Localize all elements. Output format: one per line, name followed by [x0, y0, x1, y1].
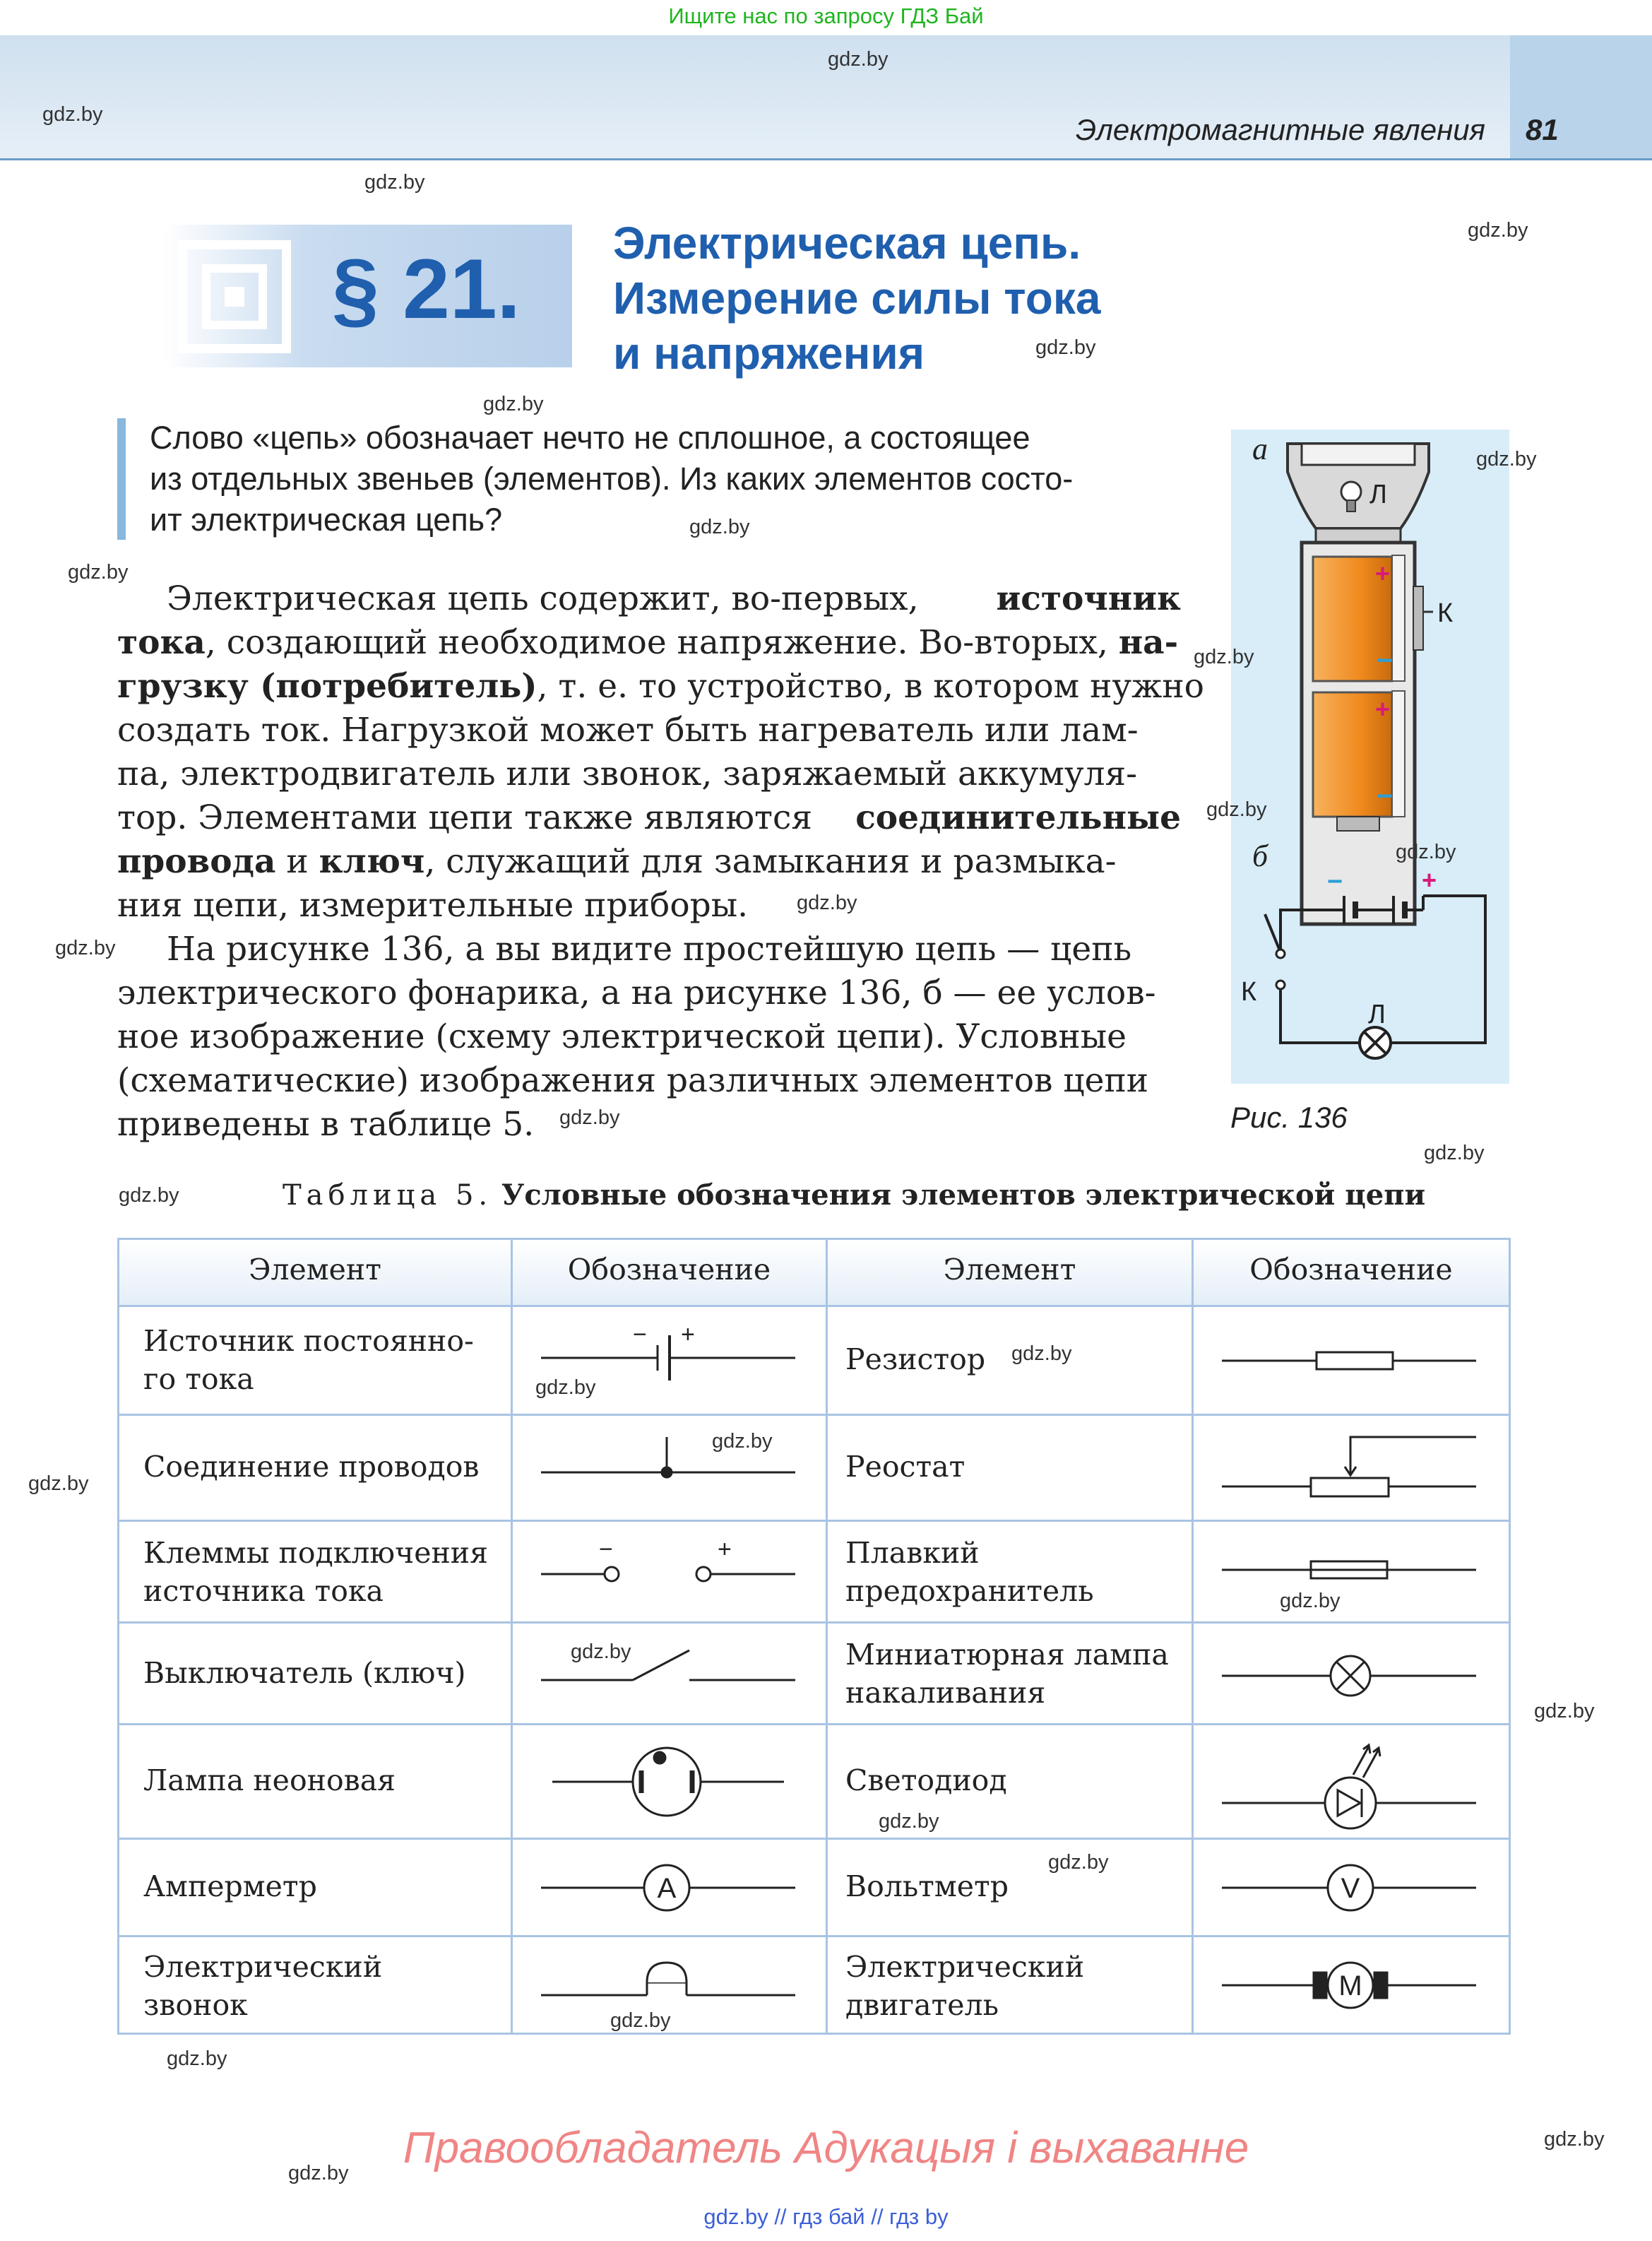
figure-label-b: б [1252, 839, 1268, 873]
watermark: gdz.by [1280, 1590, 1341, 1612]
copyright-notice: Правообладатель Адукацыя і выхаванне [403, 2124, 1249, 2172]
neon-lamp-symbol [513, 1725, 826, 1838]
watermark: gdz.by [483, 393, 544, 415]
element-name: Электрический двигатель [845, 1950, 1085, 2022]
wire-junction-symbol [513, 1416, 826, 1520]
svg-text:Л: Л [1368, 1000, 1386, 1029]
table-caption: Таблица 5. Условные обозначения элементов электрической цепи [283, 1178, 1426, 1212]
symbols-table [117, 1238, 1511, 2035]
watermark: gdz.by [1476, 448, 1537, 471]
watermark: gdz.by [1424, 1142, 1485, 1164]
intro-line: ит электрическая цепь? [150, 502, 503, 538]
element-name: Соединение проводов [143, 1450, 480, 1484]
svg-text:+: + [1375, 559, 1391, 588]
watermark: gdz.by [1194, 646, 1254, 668]
svg-text:+: + [1422, 865, 1437, 894]
lamp-label: Л [1369, 480, 1387, 509]
figure-136 [1231, 430, 1509, 1084]
watermark: gdz.by [288, 2162, 349, 2184]
footer-links[interactable]: gdz.by // гдз бай // гдз by [703, 2204, 949, 2229]
watermark: gdz.by [1544, 2128, 1605, 2151]
body-line: электрического фонарика, а на рисунке 136, б — ее услов- [117, 974, 1156, 1012]
watermark: gdz.by [571, 1640, 631, 1663]
header-divider [0, 158, 1652, 160]
watermark: gdz.by [167, 2047, 227, 2070]
watermark: gdz.by [68, 561, 129, 584]
section-number: § 21. [332, 242, 521, 336]
element-name: Плавкий предохранитель [845, 1536, 1094, 1608]
watermark: gdz.by [1206, 798, 1267, 821]
element-name: Миниатюрная лампа накаливания [845, 1638, 1169, 1710]
body-line: грузку (потребитель), т. е. то устройство, в котором нужно [117, 667, 1204, 706]
intro-line: из отдельных звеньев (элементов). Из каких элементов состо- [150, 461, 1074, 497]
body-line: На рисунке 136, а вы видите простейшую цепь — цепь [167, 930, 1132, 969]
bulb-icon [1341, 482, 1361, 502]
body-line: ное изображение (схему электрической цепи). Условные [117, 1017, 1127, 1056]
svg-text:−: − [1377, 645, 1393, 676]
svg-text:−: − [1327, 867, 1343, 897]
watermark: gdz.by [1534, 1700, 1595, 1722]
switch-icon [1413, 586, 1423, 650]
table-header: Обозначение [567, 1253, 771, 1287]
section-square-icon [178, 240, 291, 353]
led-symbol [1194, 1725, 1509, 1838]
body-line: ния цепи, измерительные приборы. [117, 886, 749, 925]
watermark: gdz.by [559, 1106, 620, 1129]
key-label: К [1437, 598, 1454, 628]
svg-text:−: − [633, 1321, 647, 1348]
svg-text:−: − [599, 1536, 613, 1563]
element-name: Вольтметр [845, 1869, 1009, 1903]
element-name: Реостат [845, 1450, 965, 1484]
watermark: gdz.by [55, 937, 116, 959]
spring [1337, 817, 1379, 831]
body-line: па, электродвигатель или звонок, заряжаемый аккумуля- [117, 755, 1137, 793]
svg-text:К: К [1241, 977, 1257, 1007]
element-name: Выключатель (ключ) [143, 1656, 466, 1690]
section-title: Электрическая цепь. Измерение силы тока и напряжения [613, 218, 1101, 379]
terminals-symbol [513, 1522, 826, 1621]
watermark: gdz.by [1468, 219, 1528, 242]
watermark: gdz.by [828, 48, 889, 71]
svg-text:−: − [1377, 781, 1393, 812]
voltmeter-symbol [1194, 1840, 1509, 1935]
figure-caption: Рис. 136 [1230, 1101, 1348, 1134]
svg-text:+: + [1375, 694, 1391, 723]
table-header: Обозначение [1249, 1253, 1453, 1287]
body-line: провода и ключ, служащий для замыкания и размыка- [117, 842, 1117, 881]
watermark: gdz.by [1035, 336, 1096, 359]
table-header: Элемент [943, 1253, 1076, 1287]
watermark: gdz.by [42, 103, 103, 126]
ammeter-symbol [513, 1840, 826, 1935]
resistor-symbol [1194, 1307, 1509, 1414]
element-name: Источник постоянно- го тока [143, 1324, 474, 1396]
watermark: gdz.by [364, 171, 425, 194]
svg-text:M: M [1338, 1970, 1362, 2001]
miniature-lamp-symbol [1194, 1624, 1509, 1723]
switch-symbol [513, 1624, 826, 1723]
element-name: Амперметр [143, 1869, 317, 1903]
svg-text:V: V [1341, 1873, 1360, 1904]
watermark: gdz.by [535, 1376, 596, 1399]
fuse-symbol [1194, 1522, 1509, 1621]
watermark: gdz.by [689, 516, 750, 538]
element-name: Клеммы подключения источника тока [143, 1536, 488, 1608]
svg-text:+: + [681, 1321, 695, 1348]
top-banner[interactable]: Ищите нас по запросу ГДЗ Бай [668, 4, 984, 28]
intro-marker [117, 418, 126, 540]
svg-text:A: A [657, 1873, 677, 1904]
body-line: тока, создающий необходимое напряжение. Во-вторых, на- [117, 623, 1179, 662]
watermark: gdz.by [797, 892, 857, 914]
element-name: Резистор [845, 1342, 986, 1376]
watermark: gdz.by [879, 1810, 939, 1833]
body-line: создать ток. Нагрузкой может быть нагреватель или лам- [117, 711, 1139, 750]
watermark: gdz.by [1048, 1851, 1109, 1874]
figure-label-a: а [1252, 432, 1268, 466]
body-line: (схематические) изображения различных элементов цепи [117, 1061, 1149, 1100]
watermark: gdz.by [28, 1472, 89, 1495]
element-name: Лампа неоновая [143, 1763, 396, 1797]
watermark: gdz.by [610, 2009, 671, 2032]
svg-text:+: + [718, 1536, 732, 1563]
rheostat-symbol [1194, 1416, 1509, 1520]
table-header: Элемент [249, 1253, 381, 1287]
body-line: тор. Элементами цепи также являются соединительные [117, 798, 1181, 837]
watermark: gdz.by [712, 1430, 773, 1453]
watermark: gdz.by [1011, 1342, 1072, 1365]
chapter-title: Электромагнитные явления [1075, 113, 1485, 146]
watermark: gdz.by [119, 1184, 179, 1207]
element-name: Светодиод [845, 1763, 1007, 1797]
element-name: Электрический звонок [143, 1950, 383, 2022]
body-line: Электрическая цепь содержит, во-первых, источник [167, 579, 1181, 618]
page-number: 81 [1526, 113, 1559, 146]
body-line: приведены в таблице 5. [117, 1105, 535, 1144]
intro-line: Слово «цепь» обозначает нечто не сплошное, а состоящее [150, 420, 1030, 456]
motor-symbol [1194, 1937, 1509, 2033]
watermark: gdz.by [1396, 841, 1456, 863]
